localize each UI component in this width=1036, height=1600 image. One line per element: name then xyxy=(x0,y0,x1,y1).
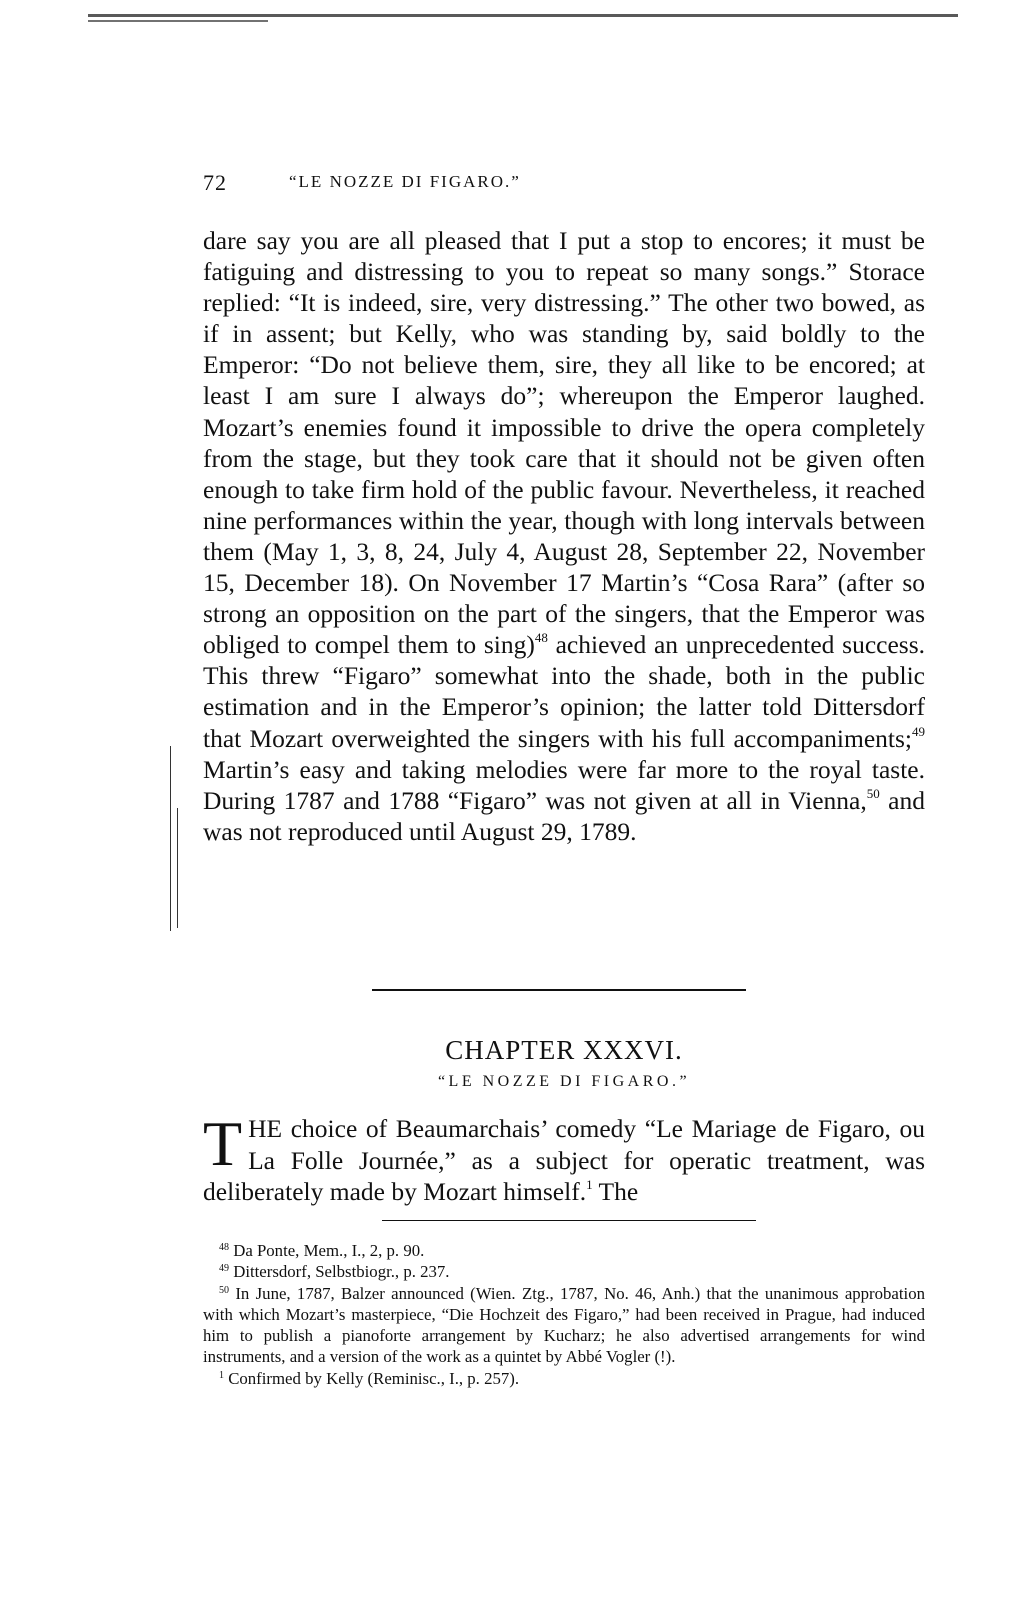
body-text xyxy=(203,225,925,847)
footnote-text: Confirmed by Kelly (Reminisc., I., p. 257). xyxy=(224,1368,520,1388)
body-text-segment: and was not reproduced until August 29, 1789. xyxy=(203,785,925,846)
footnote-ref[interactable]: 49 xyxy=(912,723,925,739)
footnote-text: Da Ponte, Mem., I., 2, p. 90. xyxy=(229,1241,425,1260)
footnote xyxy=(203,1283,925,1368)
chapter-text-segment: The xyxy=(592,1177,639,1206)
drop-cap: T xyxy=(203,1108,243,1179)
footnote xyxy=(203,1240,925,1261)
page-number: 72 xyxy=(203,170,227,195)
chapter-subtitle: “LE NOZZE DI FIGARO.” xyxy=(437,1073,691,1090)
section-divider xyxy=(372,989,746,991)
margin-pencil-mark xyxy=(177,808,178,928)
margin-pencil-mark xyxy=(170,746,171,931)
chapter-paragraph xyxy=(203,1108,925,1208)
chapter-opening xyxy=(203,1108,925,1208)
footnote-ref[interactable]: 48 xyxy=(534,630,548,646)
body-paragraph xyxy=(203,225,925,847)
footnote-mark: 1 xyxy=(219,1369,224,1381)
scan-edge-mark xyxy=(88,14,958,27)
footnote xyxy=(203,1368,925,1389)
body-text-segment: dare say you are all pleased that I put a stop to encores; it must be fatiguing and distressing to you to repeat so many songs.” Storace replied: “It is indeed, sire, very distressing.” The other two bowed, as if in assent; but Kelly, who was standing by, said boldly to the Emperor: “Do not believe them, sire, they all like to be encored; at least I am sure I always do”; whereupon the Emperor laughed. Mozart’s enemies found it impossible to drive the opera completely from the stage, but they took care that it should not be given often enough to take firm hold of the public favour. Nevertheless, it reached nine performances within the year, though with long intervals between them (May 1, 3, 8, 24, July 4, August 28, September 22, November 15, December 18). On November 17 Martin’s “Cosa Rara” (after so strong an opposition on the part of the singers, that the Emperor was obliged to compel them to sing) xyxy=(203,226,925,660)
footnote-mark: 49 xyxy=(219,1263,229,1275)
body-text-segment: Martin’s easy and taking melodies were far more to the royal taste. During 1787 and 1788 “Figaro” was not given at all in Vienna, xyxy=(203,754,925,815)
footnote-ref[interactable]: 1 xyxy=(586,1177,593,1192)
footnote-divider xyxy=(382,1220,756,1221)
footnote xyxy=(203,1261,925,1282)
chapter-text-segment: HE choice of Beaumarchais’ comedy “Le Mariage de Figaro, ou La Folle Journée,” as a subject for operatic treatment, was deliberately made by Mozart himself. xyxy=(203,1114,925,1206)
running-title: “LE NOZZE DI FIGARO.” xyxy=(289,172,521,191)
footnote-mark: 48 xyxy=(219,1242,229,1253)
chapter-heading: CHAPTER XXXVI. xyxy=(445,1035,683,1065)
footnotes xyxy=(203,1240,925,1389)
footnote-ref[interactable]: 50 xyxy=(866,785,880,801)
running-head xyxy=(203,170,925,200)
footnote-text: Dittersdorf, Selbstbiogr., p. 237. xyxy=(229,1262,450,1282)
body-text-segment: achieved an unprecedented success. This threw “Figaro” somewhat into the shade, both in the public estimation and in the Emperor’s opinion; the latter told Dittersdorf that Mozart overweighted the singers with his full accompaniments; xyxy=(203,630,925,753)
footnote-text: In June, 1787, Balzer announced (Wien. Ztg., 1787, No. 46, Anh.) that the unanimous approbation with which Mozart’s masterpiece, “Die Hochzeit des Figaro,” had been received in Prague, had induced him to publish a pianoforte arrangement by Kucharz; he also advertised arrangements for wind instruments, and a version of the work as a quintet by Abbé Vogler (!). xyxy=(203,1283,925,1367)
footnote-mark: 50 xyxy=(219,1284,229,1296)
